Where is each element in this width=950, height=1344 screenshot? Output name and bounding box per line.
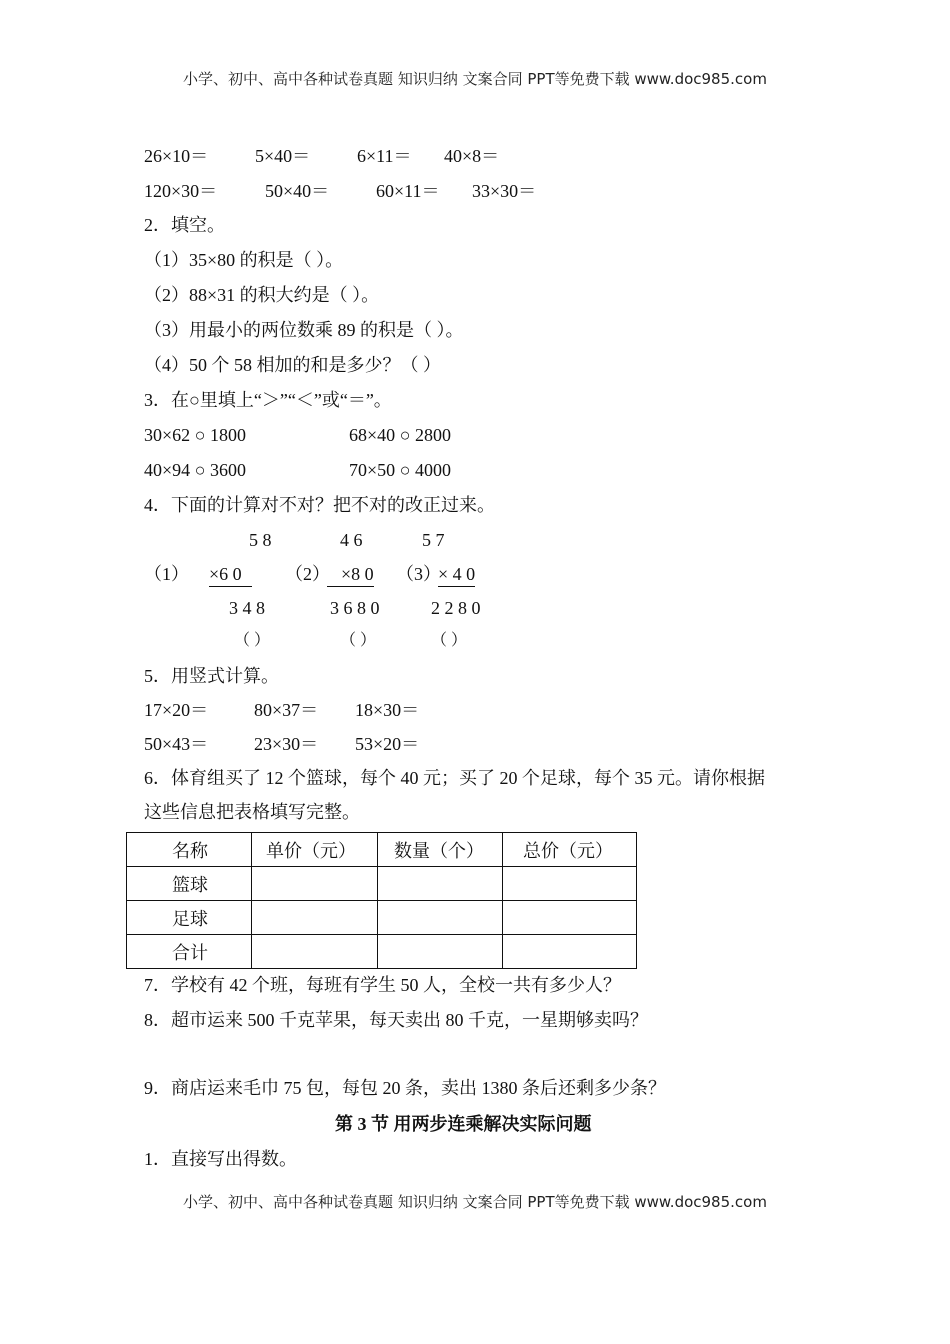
calc-item: 26×10＝ xyxy=(144,146,209,166)
price-table xyxy=(126,832,637,969)
problem-1-answer: （ ） xyxy=(234,632,271,649)
q2-title: 2．填空。 xyxy=(144,215,225,235)
calc-item: 5×40＝ xyxy=(255,146,311,166)
q4-title: 4．下面的计算对不对？把不对的改正过来。 xyxy=(144,495,495,515)
problem-3-answer: （ ） xyxy=(431,632,468,649)
table-cell[interactable] xyxy=(378,935,503,969)
s1-title: 1．直接写出得数。 xyxy=(144,1149,297,1169)
table-header: 单价（元） xyxy=(252,833,378,867)
problem-2-label: （2） xyxy=(285,564,330,584)
q7-text: 7．学校有 42 个班，每班有学生 50 人，全校一共有多少人？ xyxy=(144,975,621,995)
q2-item-4: （4）50 个 58 相加的和是多少？（ ） xyxy=(144,355,441,375)
q3-title: 3．在○里填上“＞”“＜”或“＝”。 xyxy=(144,390,392,410)
vertical-calc-item: 17×20＝ xyxy=(144,700,209,720)
table-header: 数量（个） xyxy=(378,833,503,867)
table-cell[interactable] xyxy=(252,901,378,935)
table-header: 总价（元） xyxy=(503,833,637,867)
table-cell: 足球 xyxy=(127,901,252,935)
q2-item-1: （1）35×80 的积是（ ）。 xyxy=(144,250,344,270)
problem-2-answer: （ ） xyxy=(340,632,377,649)
table-cell: 合计 xyxy=(127,935,252,969)
table-header: 名称 xyxy=(127,833,252,867)
calc-item: 33×30＝ xyxy=(472,181,537,201)
problem-3-result: 2 2 8 0 xyxy=(431,598,481,618)
problem-2-top: 4 6 xyxy=(340,530,363,550)
compare-item: 68×40 ○ 2800 xyxy=(349,425,452,445)
section-title: 第 3 节 用两步连乘解决实际问题 xyxy=(335,1114,592,1134)
vertical-calc-item: 53×20＝ xyxy=(355,734,420,754)
problem-2-multiplier: ×8 0 xyxy=(327,563,374,587)
table-row xyxy=(127,901,637,935)
problem-1-multiplier: ×6 0 xyxy=(209,563,252,587)
table-row xyxy=(127,935,637,969)
problem-3-label: （3） xyxy=(396,564,441,584)
calc-item: 60×11＝ xyxy=(376,181,440,201)
table-cell: 篮球 xyxy=(127,867,252,901)
table-cell[interactable] xyxy=(503,867,637,901)
page-footer: 小学、初中、高中各种试卷真题 知识归纳 文案合同 PPT等免费下载 www.doc985.com xyxy=(183,1193,767,1211)
vertical-calc-item: 50×43＝ xyxy=(144,734,209,754)
q8-text: 8．超市运来 500 千克苹果，每天卖出 80 千克，一星期够卖吗？ xyxy=(144,1010,648,1030)
table-cell[interactable] xyxy=(503,901,637,935)
compare-item: 30×62 ○ 1800 xyxy=(144,425,247,445)
problem-3-top: 5 7 xyxy=(422,530,445,550)
problem-1-top: 5 8 xyxy=(249,530,272,550)
q9-text: 9．商店运来毛巾 75 包，每包 20 条，卖出 1380 条后还剩多少条？ xyxy=(144,1078,666,1098)
vertical-calc-item: 80×37＝ xyxy=(254,700,319,720)
vertical-calc-item: 23×30＝ xyxy=(254,734,319,754)
q6-line-2: 这些信息把表格填写完整。 xyxy=(144,802,360,822)
table-cell[interactable] xyxy=(252,935,378,969)
table-row xyxy=(127,867,637,901)
calc-item: 6×11＝ xyxy=(357,146,412,166)
calc-item: 40×8＝ xyxy=(444,146,500,166)
q2-item-3: （3）用最小的两位数乘 89 的积是（ ）。 xyxy=(144,320,464,340)
problem-1-result: 3 4 8 xyxy=(229,598,265,618)
compare-item: 40×94 ○ 3600 xyxy=(144,460,247,480)
page-header: 小学、初中、高中各种试卷真题 知识归纳 文案合同 PPT等免费下载 www.doc985.com xyxy=(183,70,767,88)
table-cell[interactable] xyxy=(252,867,378,901)
table-cell[interactable] xyxy=(503,935,637,969)
problem-1-label: （1） xyxy=(144,564,189,584)
calc-item: 120×30＝ xyxy=(144,181,218,201)
problem-3-multiplier: × 4 0 xyxy=(438,563,475,587)
compare-item: 70×50 ○ 4000 xyxy=(349,460,452,480)
problem-2-result: 3 6 8 0 xyxy=(330,598,380,618)
q5-title: 5．用竖式计算。 xyxy=(144,666,279,686)
q2-item-2: （2）88×31 的积大约是（ ）。 xyxy=(144,285,380,305)
calc-item: 50×40＝ xyxy=(265,181,330,201)
q6-line-1: 6．体育组买了 12 个篮球，每个 40 元；买了 20 个足球，每个 35 元。请你根据 xyxy=(144,768,765,788)
table-header-row xyxy=(127,833,637,867)
table-cell[interactable] xyxy=(378,867,503,901)
table-cell[interactable] xyxy=(378,901,503,935)
vertical-calc-item: 18×30＝ xyxy=(355,700,420,720)
